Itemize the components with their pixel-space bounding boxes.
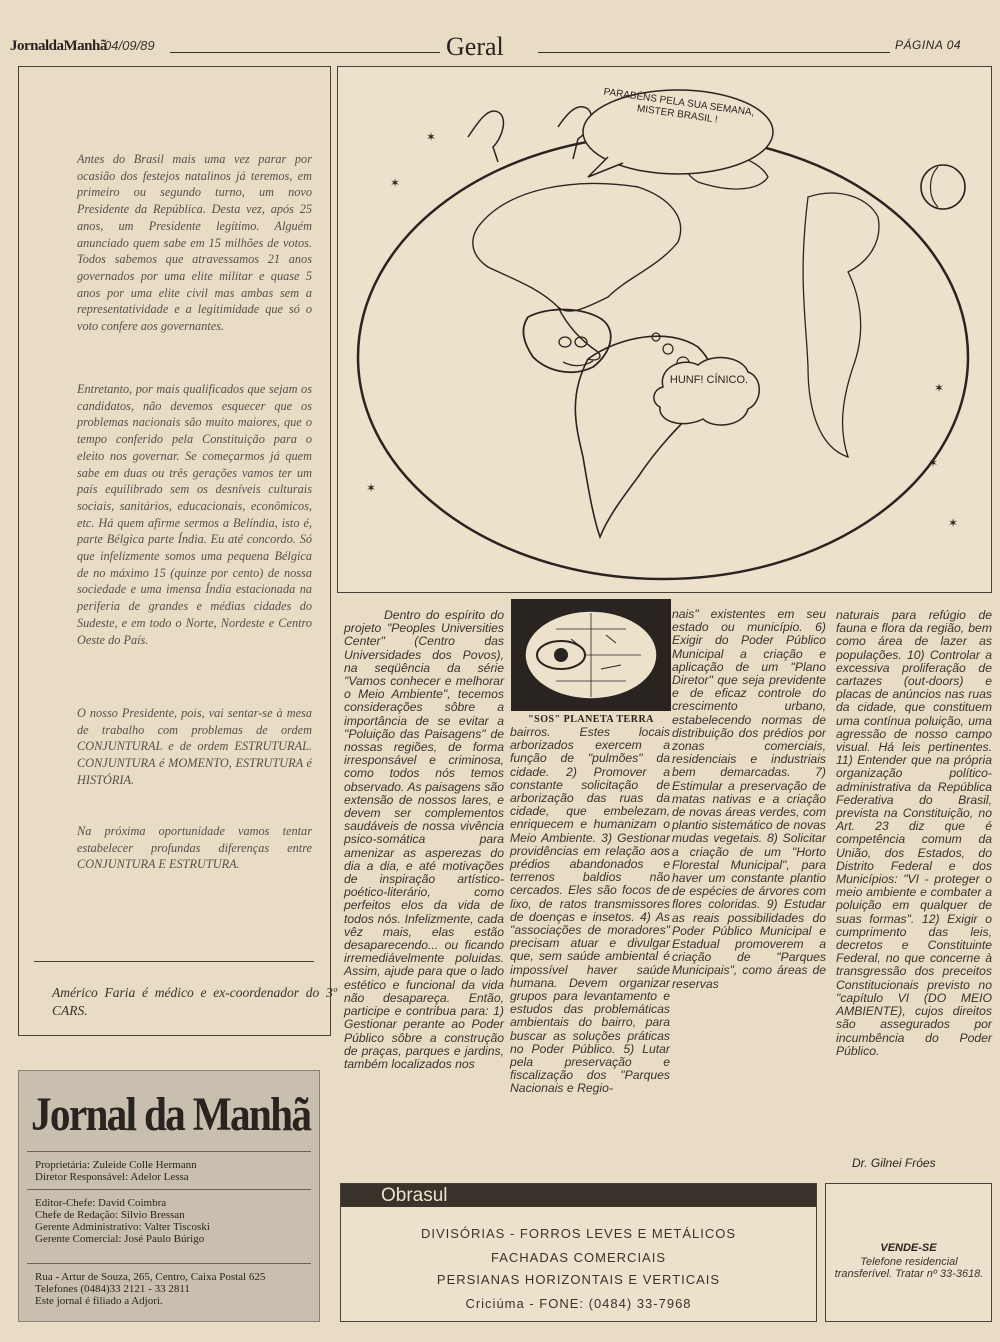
masthead-admin: Gerente Administrativo: Valter Tiscoski	[35, 1221, 210, 1233]
author-signoff: Américo Faria é médico e ex-coordenador do 3º CARS.	[52, 985, 337, 1018]
masthead-owner: Proprietária: Zuleide Colle Hermann	[35, 1159, 197, 1171]
moon-crescent	[931, 167, 939, 207]
moon-icon	[921, 165, 965, 209]
star-icon: ✶	[390, 176, 401, 190]
brazil-eye-left	[559, 337, 571, 347]
masthead-contact	[35, 1271, 265, 1307]
divider	[34, 961, 314, 962]
masthead-staff	[35, 1197, 210, 1245]
masthead-commercial: Gerente Comercial: José Paulo Búrigo	[35, 1233, 205, 1245]
masthead-address: Rua - Artur de Souza, 265, Centro, Caixa Postal 625	[35, 1271, 266, 1283]
brazil-shape	[523, 310, 610, 373]
globe-outline	[358, 135, 968, 579]
left-article-box	[18, 66, 337, 1036]
classified-title: VENDE-SE	[880, 1242, 937, 1254]
masthead-title: Jornal da Manhã	[31, 1088, 311, 1141]
page-number: PÁGINA 04	[895, 38, 962, 52]
divider	[27, 1189, 311, 1190]
eye-pupil	[554, 648, 568, 662]
ad-line: DIVISÓRIAS - FORROS LEVES E METÁLICOS	[420, 1226, 737, 1241]
cartoon-drawing	[338, 67, 991, 592]
masthead-editor: Editor-Chefe: David Coimbra	[35, 1197, 167, 1209]
masthead-box	[18, 1070, 320, 1322]
masthead-director: Diretor Responsável: Adelor Lessa	[35, 1171, 189, 1183]
thought-bubble-text: HUNF! CÍNICO.	[669, 374, 749, 386]
speech-bubble-top-text: PARABÉNS PELA SUA SEMANA, MISTER BRASIL !	[602, 86, 755, 126]
sos-emblem	[511, 599, 671, 711]
left-article-paragraph: Entretanto, por mais qualificados que sejam os candidatos, não devemos esquecer que os problemas nacionais são muito maiores, que o tempo conferido pela Constituição para o eleito nos governar. Se começarmos já quem sabe em duas ou três gerações vamos ter um país equilibrado sem os desníveis culturais sociais, sanitários, educacionais, econômicos, etc. Há quem afirme sermos a Belíndia, isto é, parte Bélgica parte Índia. Eu até concordo. Só que infelizmente somos uma pequena Bélgica de no máximo 15 (quinze por cento) de nossa sociedade e uma imensa Índia estacionada na periferia de grandes e médias cidades do Sudeste, e em todo o Norte, Nordeste e Centro Oeste do País.	[77, 382, 312, 647]
sos-emblem-drawing	[511, 599, 671, 711]
left-hand	[468, 111, 503, 162]
article-column: nais" existentes em seu estado ou município. 6) Exigir do Poder Público Municipal a criação e aplicação de um "Plano Diretor" que seja previdente e de eficaz controle do crescimento urbano, estabelecendo normas de distribuição dos prédios por zonas comerciais, residenciais e industriais bem demarcadas. 7) Estimular a preservação de matas nativas e a criação de novas áreas verdes, com plantio sistemático de novas mudas vegetais. 8) Solicitar a criação de um "Horto Florestal Municipal", para haver um constante plantio de espécies de árvores com flores coloridas. 9) Estudar as reais possibilidades do Poder Público Municipal e Estadual promoverem a criação de "Parques Municipais", como áreas de reservas	[672, 607, 826, 991]
cartoon-box	[337, 66, 992, 593]
thought-bubble	[654, 358, 759, 425]
ad-line: FACHADAS COMERCIAIS	[490, 1250, 667, 1265]
sos-caption: "SOS" PLANETA TERRA	[528, 714, 654, 725]
left-article-paragraph: Antes do Brasil mais uma vez parar por ocasião dos festejos natalinos já teremos, em primeiro ou segundo turno, um novo Presidente da República. Desta vez, após 25 anos, um Presidente legítimo. Alguém anunciado quem sabe em 15 milhões de votos. Todos sabemos que atravessamos 21 anos governados por uma elite militar e quase 5 anos por uma elite civil mas ambas sem a representatividade e a legitimidade que só o voto confere aos governantes.	[77, 152, 312, 334]
classified-body: Telefone residencial transferível. Tratar nº 33-3618.	[834, 1256, 984, 1280]
masthead-ownership	[35, 1159, 197, 1183]
star-icon: ✶	[366, 481, 377, 495]
left-article-paragraph: Na próxima oportunidade vamos tentar estabelecer profundas diferenças entre CONJUNTURA E ESTRUTURA.	[77, 824, 312, 872]
ad-brand: Obrasul	[381, 1185, 448, 1206]
star-icon: ✶	[934, 381, 945, 395]
thought-dot	[663, 344, 673, 354]
masthead-affiliation: Este jornal é filiado a Adjori.	[35, 1295, 163, 1307]
divider	[27, 1263, 311, 1264]
divider	[27, 1151, 311, 1152]
masthead-chief: Chefe de Redação: Silvio Bressan	[35, 1209, 185, 1221]
star-icon: ✶	[426, 130, 437, 144]
header-logo: JornaldaManhã	[10, 38, 107, 54]
article-column: naturais para refúgio de fauna e flora da região, bem como área de lazer as populações. 10) Controlar a excessiva proliferação de cartazes (out-doors) e placas de anúncios nas ruas da cidade, que constituem uma contínua poluição, uma agressão de nosso campo visual. Há leis pertinentes. 11) Entender que na própria organização político-administrativa da República Federativa do Brasil, prevista na Constituição, no Art. 23 diz que é competência comum da União, dos Estados, do Distrito Federal e dos Municípios: "VI - proteger o meio ambiente e combater a poluição em qualquer de suas formas". 12) Exigir o cumprimento das leis, decretos e Constituinte Federal, no que concerne à transgressão dos preceitos Constitucionais previsto no "capítulo VI (DO MEIO AMBIENTE), cujos direitos são assegurados por incumbência do Poder Público.	[836, 608, 992, 1058]
section-title: Geral	[446, 32, 504, 61]
brazil-mouth	[563, 361, 593, 366]
header-rule-right	[538, 52, 890, 53]
star-icon: ✶	[948, 516, 959, 530]
ad-line: PERSIANAS HORIZONTAIS E VERTICAIS	[436, 1272, 721, 1287]
article-column: Dentro do espírito do projeto "Peoples Universities Center" (Centro das Universidades dos Povos), na seqüência da série "Vamos conhecer e melhorar o Meio Ambiente", tecemos considerações sôbre a importância de se evitar a "Poluição das Paisagens" de nossas regiões, de forma irresponsável e criminosa, como todos nós temos observado. As paisagens são extensão de nossos lares, e devem ser complementos saudáveis de nossa vivência psico-somática para amenizar as asperezas do dia a dia, e até motivações de inspiração artístico-poético-literário, como perfeitos elos da vida de todos nós. Infelizmente, cada vêz mais, elas estão desaparecendo... ou ficando irremediávelmente poluidas. Assim, ajude para que o lado estético e funcional da vida não desapareça. Então, participe e contribua para: 1) Gestionar perante ao Poder Público sôbre a construção de praças, parques e jardins, também localizados nos	[344, 608, 504, 1071]
article-author: Dr. Gilnei Fróes	[852, 1156, 936, 1170]
left-article-paragraph: O nosso Presidente, pois, vai sentar-se à mesa de trabalho com problemas de ordem CONJUNTURAL e de ordem ESTRUTURAL. CONJUNTURA é MOMENTO, ESTRUTURA é HISTÓRIA.	[77, 706, 312, 787]
classified-ad	[825, 1183, 992, 1322]
header-rule-left	[170, 52, 440, 53]
ad-header-bar	[341, 1184, 816, 1207]
obrasul-ad	[340, 1183, 817, 1322]
star-icon: ✶	[928, 456, 939, 470]
africa-shape	[803, 193, 879, 457]
article-column: bairros. Estes locais arborizados exercem a função de "pulmões" da cidade. 2) Promover a constante solicitação de arborização das ruas da cidade, que embelezam, enriquecem e humanizam o Meio Ambiente. 3) Gestionar providências em relação aos prédios abandonados e terrenos baldios não cercados. Eles são focos de lixo, de ratos transmissores de doenças e insetos. 4) As "associações de moradores" precisam atuar e divulgar que, sem saúde ambiental é impossível haver saúde humana. Devem organizar grupos para levantamento e estudos das problemáticas ambientais do bairro, para buscar as soluções práticas no Poder Público. 5) Lutar pela preservação e fiscalização dos "Parques Nacionais e Regio-	[510, 725, 670, 1096]
masthead-phones: Telefones (0484)33 2121 - 33 2811	[35, 1283, 190, 1295]
ad-line: Criciúma - FONE: (0484) 33-7968	[465, 1296, 692, 1311]
north-america-shape	[473, 183, 681, 311]
header-date: 04/09/89	[104, 38, 155, 53]
